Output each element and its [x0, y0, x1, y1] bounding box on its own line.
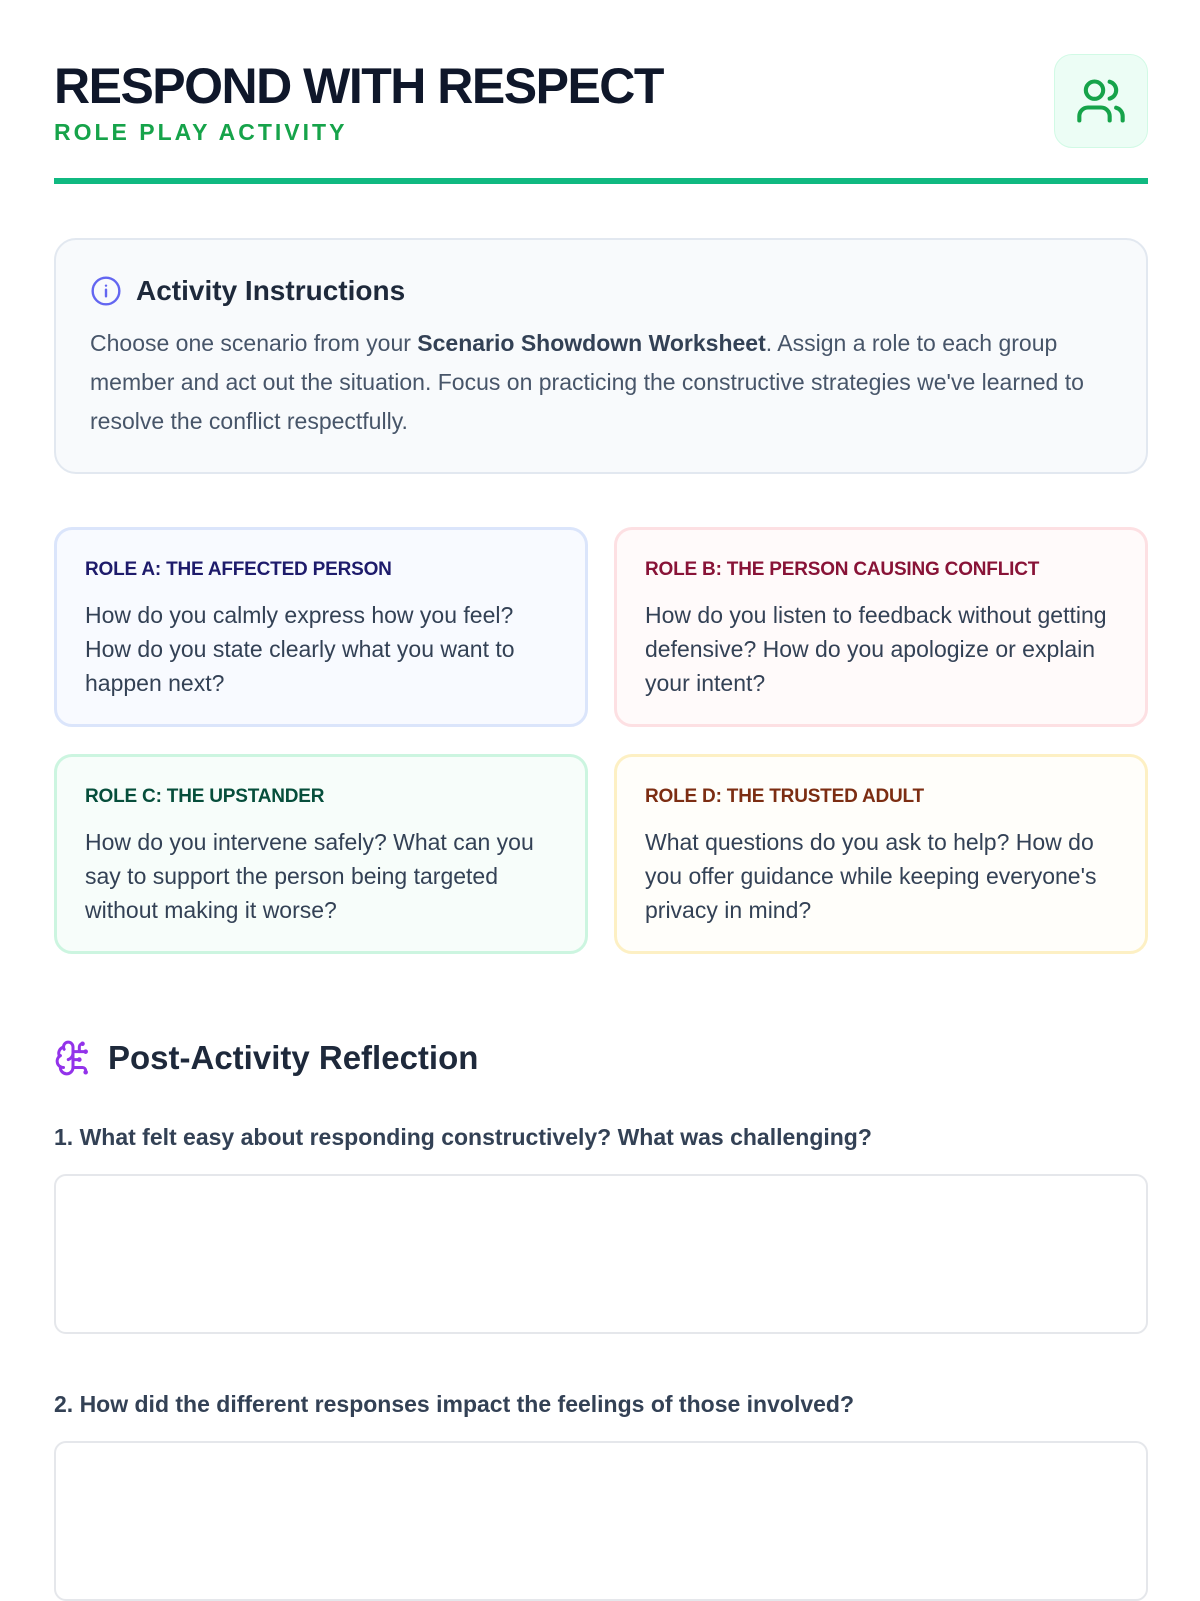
instructions-text-start: Choose one scenario from your: [90, 330, 418, 356]
header-divider: [54, 178, 1148, 184]
brain-icon: [54, 1039, 92, 1077]
role-c-title: ROLE C: THE UPSTANDER: [85, 786, 325, 807]
role-card-a: [54, 527, 588, 727]
reflection-title: Post-Activity Reflection: [108, 1039, 479, 1076]
page-subtitle: ROLE PLAY ACTIVITY: [54, 119, 348, 145]
role-d-text: What questions do you ask to help? How do you offer guidance while keeping everyone's privacy in mind?: [645, 829, 1097, 923]
page-title: RESPOND WITH RESPECT: [54, 58, 663, 114]
reflection-question-1: 1. What felt easy about responding constructively? What was challenging?: [54, 1124, 872, 1150]
instructions-title: Activity Instructions: [136, 275, 406, 306]
role-c-text: How do you intervene safely? What can you say to support the person being targeted without making it worse?: [85, 829, 534, 923]
worksheet-name: Scenario Showdown Worksheet: [417, 330, 766, 356]
instructions-text: [90, 324, 1100, 441]
users-icon: [1075, 75, 1127, 127]
reflection-header: [54, 1036, 478, 1080]
role-b-text: How do you listen to feedback without getting defensive? How do you apologize or explain your intent?: [645, 602, 1107, 696]
role-card-c: [54, 754, 588, 954]
reflection-question-2: 2. How did the different responses impact the feelings of those involved?: [54, 1391, 855, 1417]
role-b-title: ROLE B: THE PERSON CAUSING CONFLICT: [645, 559, 1040, 580]
header: [54, 0, 1148, 184]
instructions-panel: [54, 238, 1148, 474]
info-icon: [90, 275, 122, 307]
worksheet-page: [54, 0, 1148, 1417]
reflection-answer-2[interactable]: [54, 1441, 1148, 1601]
role-d-title: ROLE D: THE TRUSTED ADULT: [645, 786, 924, 807]
header-badge: [1054, 54, 1148, 148]
instructions-text-end: . Assign a role to each group member and act out the situation. Focus on practicing the constructive strategies we've learned to resolve the conflict respectfully.: [90, 330, 1084, 434]
role-a-title: ROLE A: THE AFFECTED PERSON: [85, 559, 392, 580]
reflection-answer-1[interactable]: [54, 1174, 1148, 1334]
role-a-text: How do you calmly express how you feel? How do you state clearly what you want to happen next?: [85, 602, 515, 696]
instructions-header: [90, 274, 1112, 308]
role-card-d: [614, 754, 1148, 954]
role-card-b: [614, 527, 1148, 727]
